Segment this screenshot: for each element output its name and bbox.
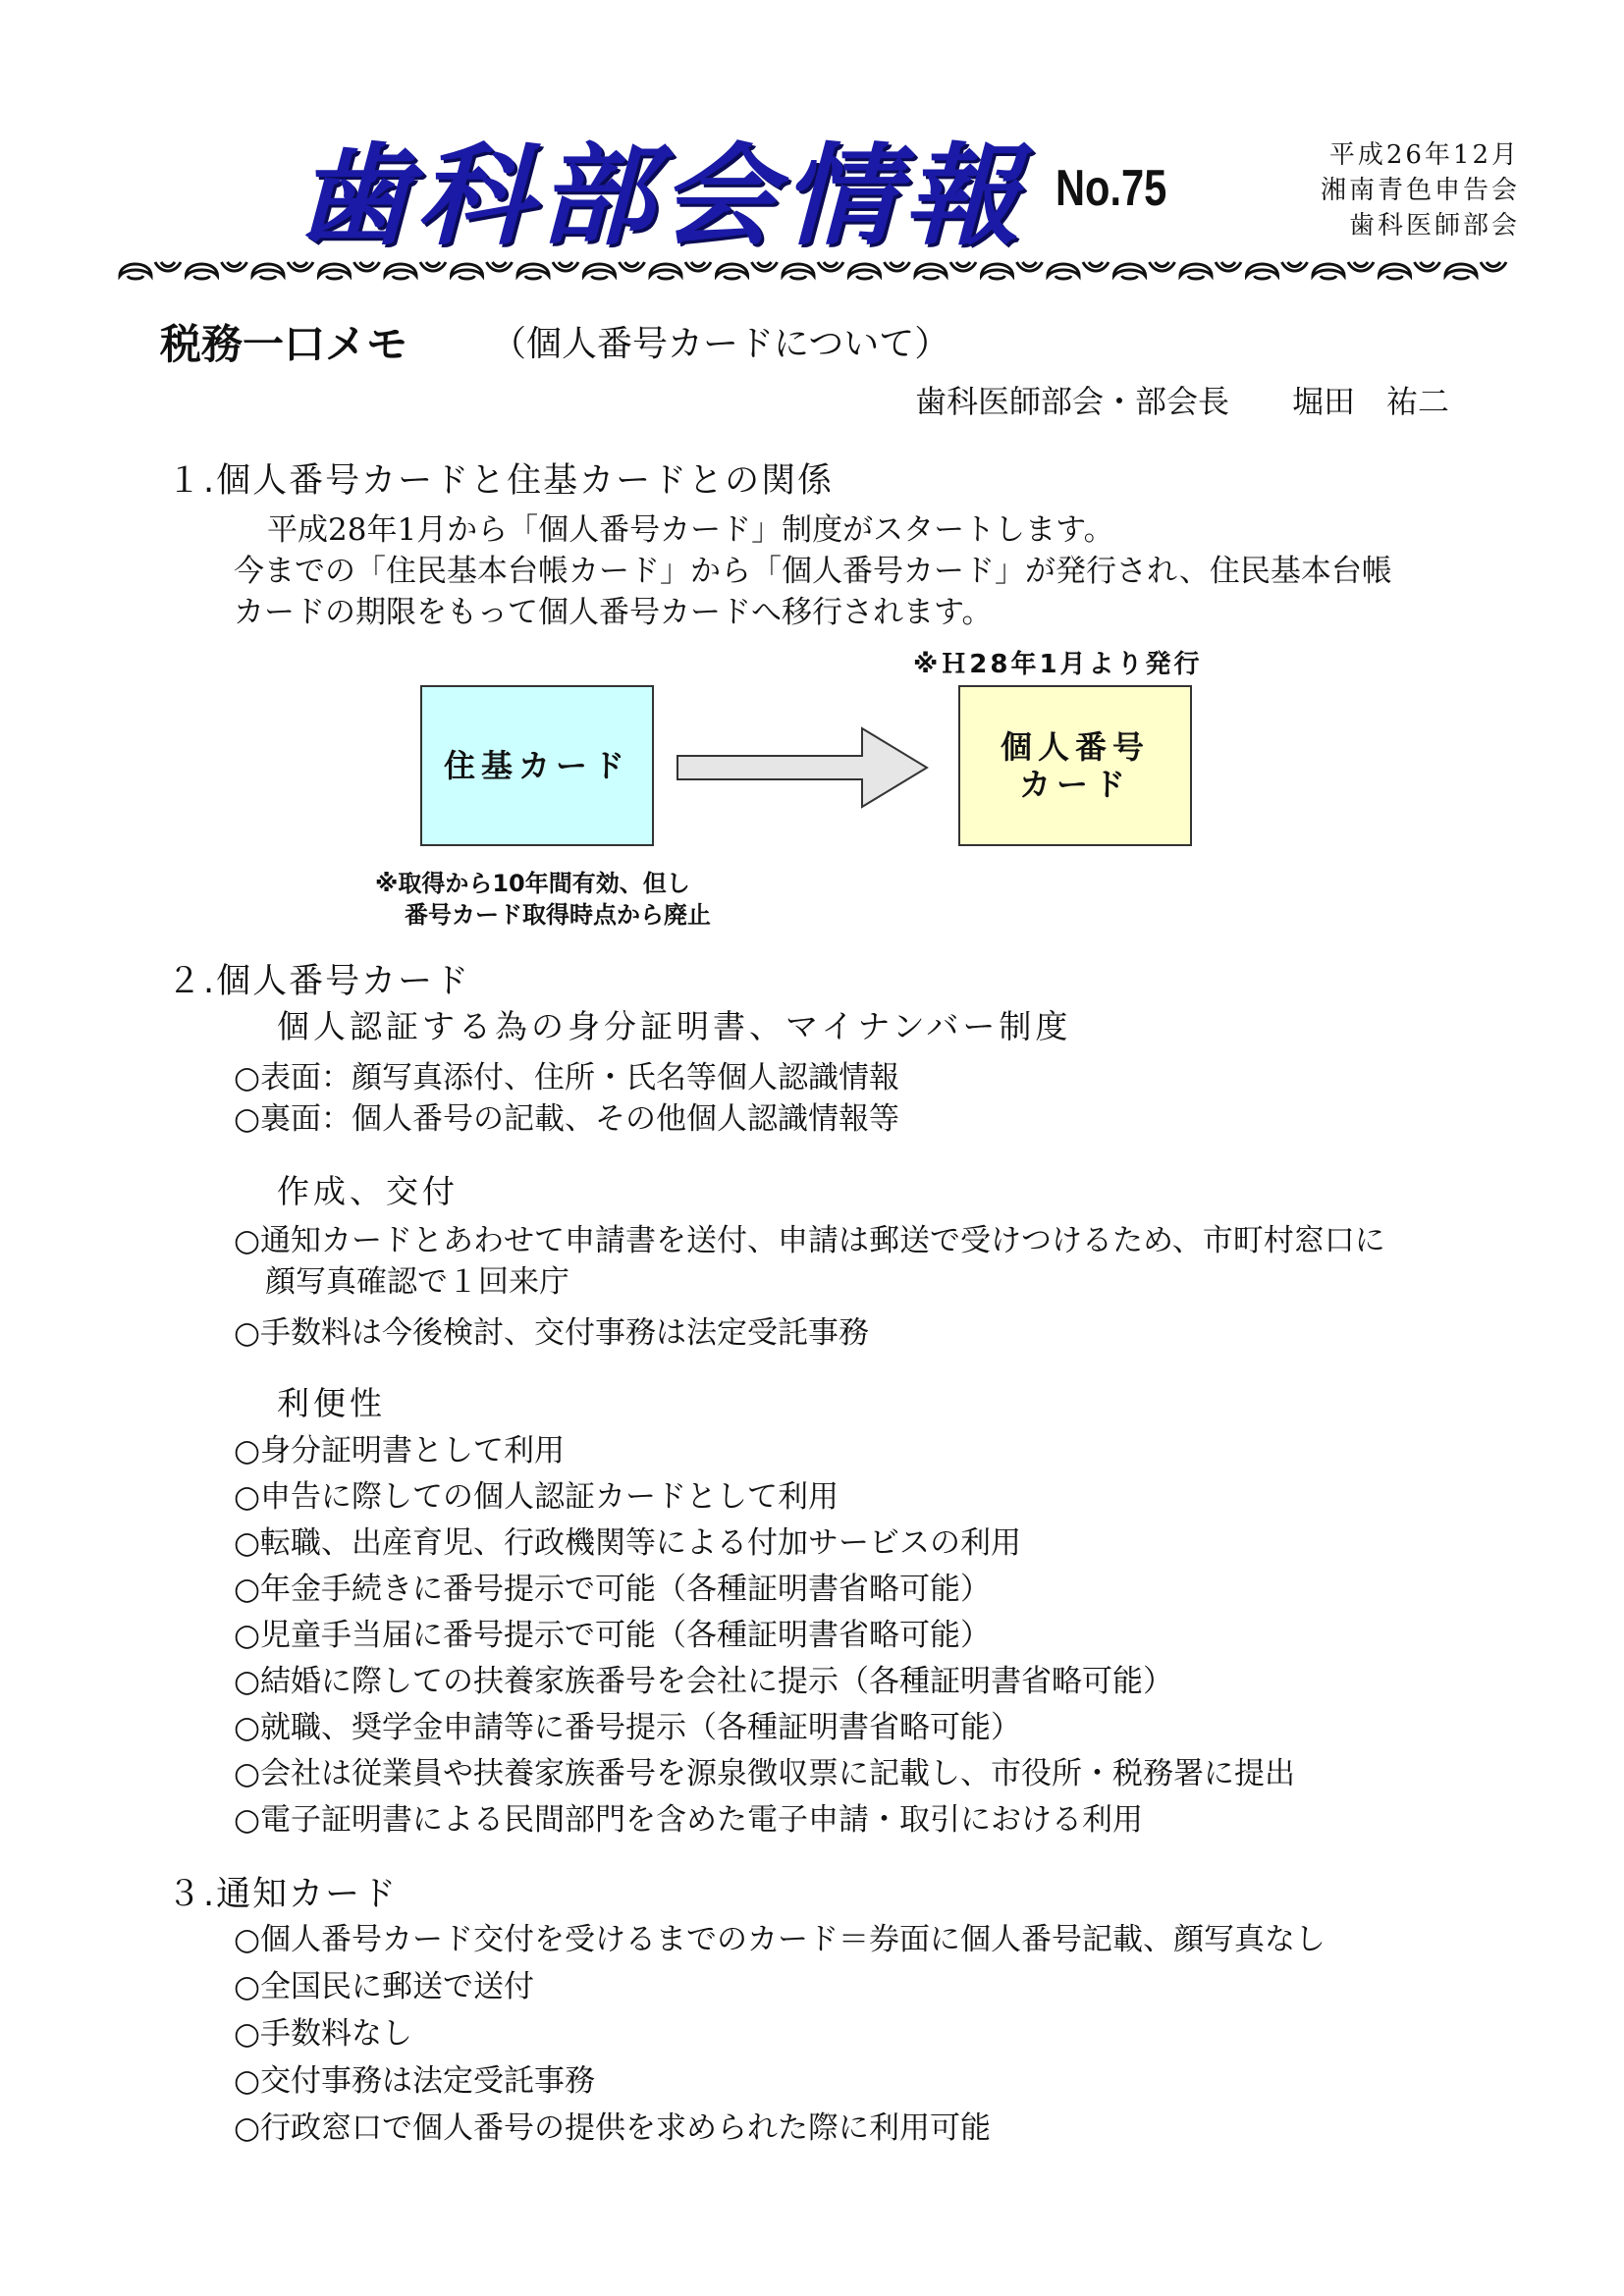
- diagram-top-note: ※Ｈ28年1月より発行: [913, 650, 1203, 679]
- section2-item-application-cont: 顔写真確認で１回来庁: [265, 1264, 569, 1300]
- list-item: ○年金手続きに番号提示で可能（各種証明書省略可能）: [234, 1572, 992, 1607]
- list-item: ○個人番号カード交付を受けるまでのカード＝券面に個人番号記載、顔写真なし: [234, 1922, 1326, 1957]
- list-item: ○手数料なし: [234, 2016, 413, 2052]
- ornament-icon: [385, 262, 446, 279]
- ornament-icon: [1048, 262, 1109, 279]
- section1-paragraph2: 今までの「住民基本台帳カード」から「個人番号カード」が発行され、住民基本台帳: [234, 554, 1392, 589]
- list-item: ○転職、出産育児、行政機関等による付加サービスの利用: [234, 1525, 1022, 1561]
- ornament-icon: [982, 262, 1043, 279]
- section1-paragraph3: カードの期限をもって個人番号カードへ移行されます。: [234, 595, 993, 630]
- decorative-border: [116, 252, 1510, 282]
- ornament-icon: [252, 262, 313, 279]
- list-item: ○申告に際しての個人認証カードとして利用: [234, 1479, 839, 1515]
- my-number-card-label-line2: カード: [1018, 766, 1131, 803]
- notification-list: [234, 1914, 1326, 2150]
- my-number-card-box: [958, 685, 1192, 846]
- arrow-icon: [676, 726, 931, 809]
- list-item: ○交付事務は法定受託事務: [234, 2063, 596, 2099]
- ornament-icon: [1445, 262, 1506, 279]
- ornament-icon: [584, 262, 645, 279]
- ornament-icon: [1313, 262, 1374, 279]
- memo-subtitle: （個人番号カードについて）: [491, 324, 950, 364]
- ornament-icon: [1380, 262, 1440, 279]
- ornament-icon: [452, 262, 513, 279]
- memo-title: 税務一口メモ: [160, 320, 408, 368]
- division-name: 歯科医師部会: [1348, 211, 1520, 240]
- ornament-icon: [783, 262, 843, 279]
- juki-card-box: [420, 685, 654, 846]
- list-item: ○行政窓口で個人番号の提供を求められた際に利用可能: [234, 2110, 992, 2146]
- ornament-icon: [1247, 262, 1308, 279]
- organization-name: 湘南青色申告会: [1320, 176, 1520, 205]
- masthead-title: 歯科部会情報: [295, 131, 1026, 261]
- list-item: ○結婚に際しての扶養家族番号を会社に提示（各種証明書省略可能）: [234, 1664, 1174, 1699]
- ornament-icon: [915, 262, 976, 279]
- ornament-icon: [1180, 262, 1241, 279]
- section1-heading: １.個人番号カードと住基カードとの関係: [167, 461, 835, 501]
- author-line: 歯科医師部会・部会長 堀田 祐二: [915, 383, 1450, 420]
- section3-heading: ３.通知カード: [167, 1875, 399, 1914]
- section2-heading: ２.個人番号カード: [167, 962, 471, 1001]
- section1-paragraph1: 平成28年1月から「個人番号カード」制度がスタートします。: [267, 512, 1114, 548]
- ornament-icon: [517, 262, 578, 279]
- diagram-bottom-note1: ※取得から10年間有効、但し: [375, 870, 690, 897]
- section2-item-application: ○通知カードとあわせて申請書を送付、申請は郵送で受けつけるため、市町村窓口に: [234, 1223, 1385, 1258]
- list-item: ○児童手当届に番号提示で可能（各種証明書省略可能）: [234, 1618, 992, 1653]
- ornament-icon: [650, 262, 711, 279]
- ornament-icon: [849, 262, 910, 279]
- section2-subheading-identity: 個人認証する為の身分証明書、マイナンバー制度: [277, 1007, 1072, 1045]
- ornament-icon: [717, 262, 778, 279]
- list-item: ○就職、奨学金申請等に番号提示（各種証明書省略可能）: [234, 1710, 1022, 1745]
- ornament-icon: [120, 262, 181, 279]
- diagram-bottom-note2: 番号カード取得時点から廃止: [405, 901, 711, 929]
- issue-date: 平成26年12月: [1328, 140, 1520, 170]
- list-item: ○全国民に郵送で送付: [234, 1969, 535, 2004]
- section2-item-fee: ○手数料は今後検討、交付事務は法定受託事務: [234, 1315, 870, 1351]
- ornament-icon: [319, 262, 380, 279]
- ornament-icon: [1114, 262, 1175, 279]
- section2-subheading-issue: 作成、交付: [277, 1172, 459, 1210]
- list-item: ○電子証明書による民間部門を含めた電子申請・取引における利用: [234, 1802, 1144, 1838]
- section2-item-front: ○表面：顔写真添付、住所・氏名等個人認識情報: [234, 1060, 900, 1095]
- list-item: ○身分証明書として利用: [234, 1433, 566, 1468]
- header-meta: [1321, 137, 1520, 243]
- convenience-list: [234, 1425, 1295, 1841]
- section2-subheading-convenience: 利便性: [277, 1384, 386, 1422]
- section2-item-back: ○裏面：個人番号の記載、その他個人認識情報等: [234, 1101, 900, 1137]
- issue-number: No.75: [1056, 160, 1167, 217]
- juki-card-label: 住基カード: [443, 747, 630, 784]
- list-item: ○会社は従業員や扶養家族番号を源泉徴収票に記載し、市役所・税務署に提出: [234, 1756, 1296, 1791]
- my-number-card-label-line1: 個人番号: [1000, 728, 1150, 766]
- ornament-icon: [187, 262, 247, 279]
